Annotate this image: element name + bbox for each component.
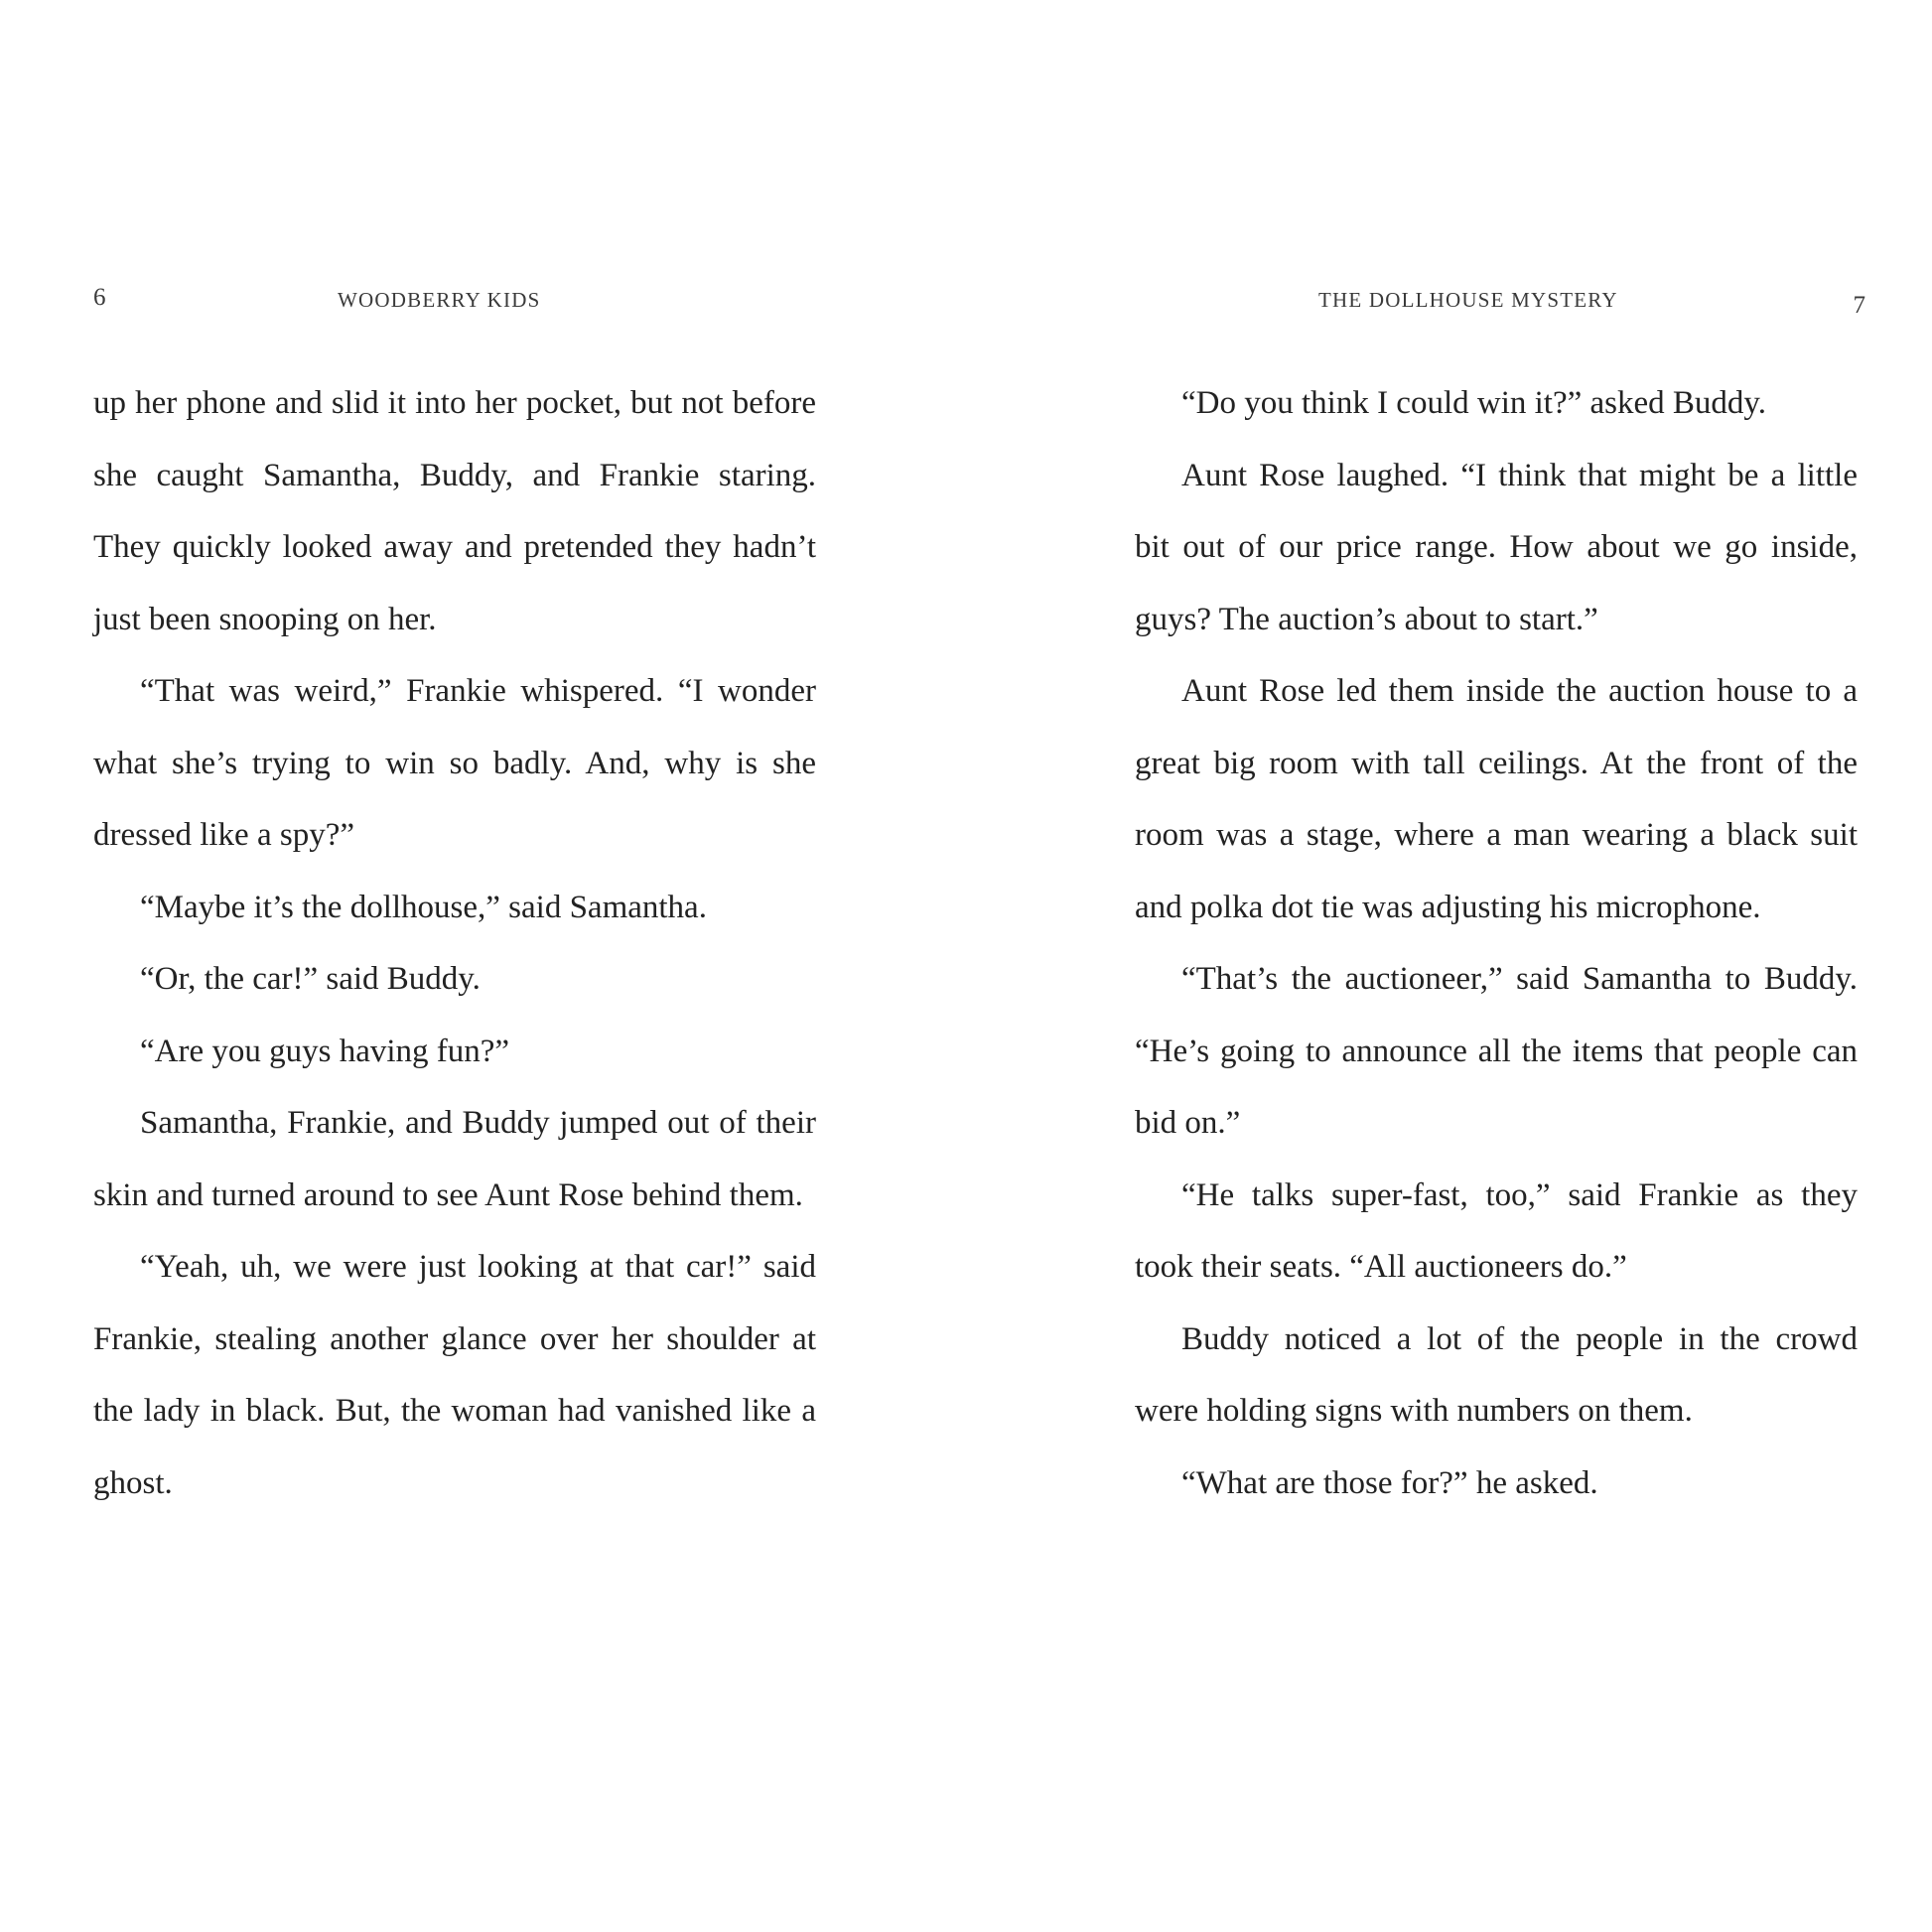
paragraph: Aunt Rose laughed. “I think that might be a little bit out of our price range. How about we go inside, guys? The auction’s about to start.” [1135, 457, 1858, 637]
page-number: 7 [1853, 292, 1865, 319]
left-page-body [93, 367, 816, 1519]
paragraph: “Yeah, uh, we were just looking at that car!” said Frankie, stealing another glance over her shoulder at the lady in black. But, the woman had vanished like a ghost. [93, 1249, 816, 1501]
paragraph: “That’s the auctioneer,” said Samantha to Buddy. “He’s going to announce all the items that people can bid on.” [1135, 961, 1858, 1141]
paragraph: Samantha, Frankie, and Buddy jumped out of their skin and turned around to see Aunt Rose behind them. [93, 1105, 816, 1213]
right-page-header [1135, 280, 1865, 320]
running-head: WOODBERRY KIDS [338, 288, 541, 312]
paragraph: Aunt Rose led them inside the auction house to a great big room with tall ceilings. At the front of the room was a stage, where a man wearing a black suit and polka dot tie was adjusting his microphone. [1135, 673, 1858, 925]
paragraph: “That was weird,” Frankie whispered. “I wonder what she’s trying to win so badly. And, why is she dressed like a spy?” [93, 673, 816, 853]
left-page-header [93, 280, 816, 320]
paragraph: Buddy noticed a lot of the people in the crowd were holding signs with numbers on them. [1135, 1320, 1858, 1429]
paragraph: “Do you think I could win it?” asked Buddy. [1181, 385, 1767, 421]
paragraph: “He talks super-fast, too,” said Frankie as they took their seats. “All auctioneers do.” [1135, 1176, 1858, 1285]
paragraph: “Or, the car!” said Buddy. [140, 961, 481, 997]
paragraph: “What are those for?” he asked. [1181, 1464, 1598, 1501]
page-number: 6 [93, 284, 106, 311]
paragraph: “Are you guys having fun?” [140, 1033, 510, 1069]
right-page [1135, 0, 1865, 1932]
paragraph: up her phone and slid it into her pocket, but not before she caught Samantha, Buddy, and Frankie staring. They quickly looked away and pretended they hadn’t just been snooping on her. [93, 385, 816, 637]
paragraph: “Maybe it’s the dollhouse,” said Samantha. [140, 889, 707, 925]
right-page-body [1135, 367, 1858, 1519]
running-head: THE DOLLHOUSE MYSTERY [1318, 288, 1618, 312]
left-page [93, 0, 816, 1932]
